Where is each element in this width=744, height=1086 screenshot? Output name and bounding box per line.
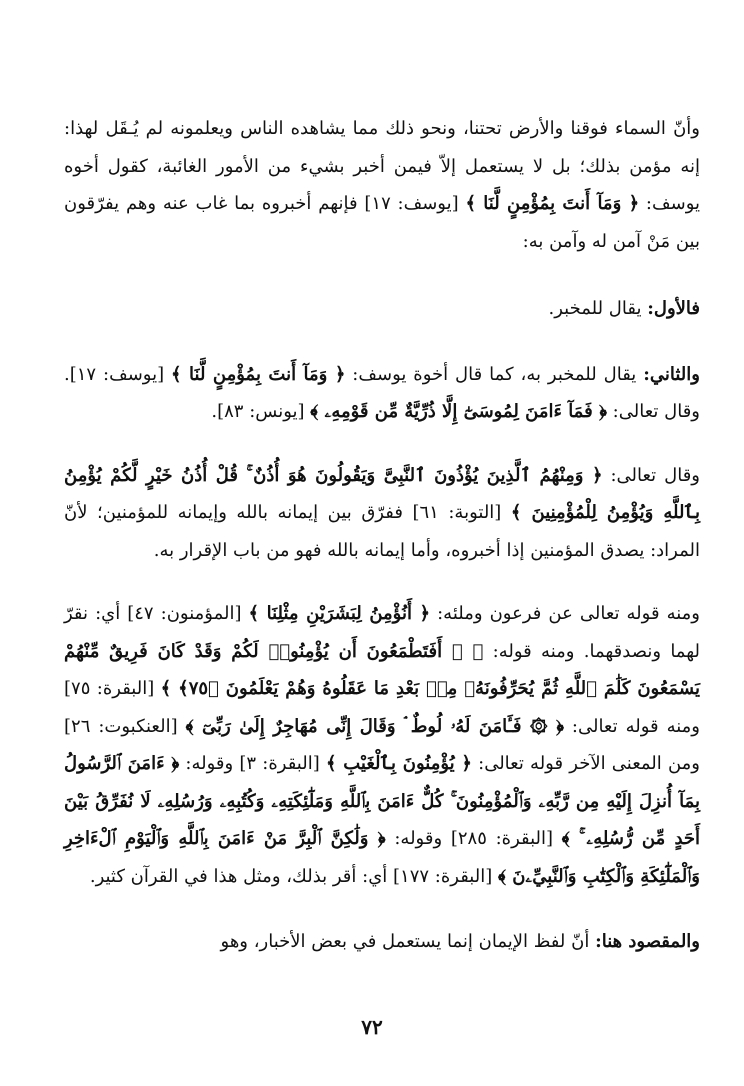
body-text: أنّ لفظ الإيمان إنما يستعمل في بعض الأخبار، وهو [220, 931, 596, 952]
lead-term: والثاني: [643, 363, 700, 385]
quran-verse: ﴿ وَلَٰكِنَّ ٱلْبِرَّ مَنْ ءَامَنَ بِٱللَّهِ وَٱلْيَوْمِ ٱلْءَاخِرِ وَٱلْمَلَٰٓئِكَةِ وَٱلْكِتَٰبِ وَٱلنَّبِيِّۦنَ ﴾ [64, 828, 700, 887]
body-text: ومنه قوله تعالى عن فرعون وملئه: [430, 603, 700, 624]
body-text: [العنكبوت: ٢٦] ومن المعنى الآخر قوله تعالى: [64, 715, 700, 774]
paragraph-2 [64, 290, 700, 328]
paragraph-3 [64, 356, 700, 431]
body-text: يقال للمخبر به، كما قال أخوة يوسف: [345, 363, 644, 385]
body-text: وقال تعالى: [602, 464, 700, 486]
body-text: [البقرة: ١٧٧] أي: أقر بذلك، ومثل هذا في القرآن كثير. [89, 865, 498, 887]
lead-term: فالأول: [647, 298, 700, 319]
body-text: [البقرة: ٧٥] ومنه قوله تعالى: [64, 678, 700, 737]
paragraph-5 [64, 595, 700, 895]
paragraph-6 [64, 923, 700, 961]
quran-verse: ﴿ ءَامَنَ ٱلرَّسُولُ بِمَآ أُنزِلَ إِلَيْهِ مِن رَّبِّهِۦ وَٱلْمُؤْمِنُونَ ۚ كُلٌّ ءَامَنَ بِٱللَّهِ وَمَلَٰٓئِكَتِهِۦ وَكُتُبِهِۦ وَرُسُلِهِۦ لَا نُفَرِّقُ بَيْنَ أَحَدٍ مِّن رُّسُلِهِۦ ۚ ﴾ [64, 753, 701, 849]
quran-verse: ﴿ فَمَآ ءَامَنَ لِمُوسَىٰٓ إِلَّا ذُرِّيَّةٌ مِّن قَوْمِهِۦ ﴾ [310, 401, 607, 422]
body-text: [يوسف: ١٧] فإنهم أخبروه بما غاب عنه وهم يفرّقون بين مَنْ آمن له وآمن به: [64, 193, 700, 252]
body-text: [يونس: ٨٣]. [211, 401, 311, 422]
body-text: [التوبة: ٦١] ففرّق بين إيمانه بالله وإيمانه للمؤمنين؛ لأنّ المراد: يصدق المؤمنين إذا أخبروه، وأما إيمانه بالله فهو من باب الإقرار به. [64, 502, 700, 561]
paragraph-4 [64, 457, 700, 570]
quran-verse: ﴿ وَمَآ أَنتَ بِمُؤْمِنٍ لَّنَا ﴾ [465, 193, 640, 214]
lead-term: والمقصود هنا: [595, 931, 700, 952]
body-text: [البقرة: ٢٨٥] وقوله: [385, 828, 562, 849]
body-text: [المؤمنون: ٤٧] أي: نقرّ لهما ونصدقهما. ومنه قوله: [64, 603, 700, 662]
quran-verse: ﴿ ۞ أَفَتَطْمَعُونَ أَن يُؤْمِنُوا۟ لَكُمْ وَقَدْ كَانَ فَرِيقٌ مِّنْهُمْ يَسْمَعُونَ كَلَٰمَ ٱللَّهِ ثُمَّ يُحَرِّفُونَهُۥ مِنۢ بَعْدِ مَا عَقَلُوهُ وَهُمْ يَعْلَمُونَ ﴿٧٥﴾ ﴾ [64, 640, 701, 699]
quran-verse: ﴿ ۞ فَـَٔامَنَ لَهُۥ لُوطٌ ۘ وَقَالَ إِنِّى مُهَاجِرٌ إِلَىٰ رَبِّىٓ ﴾ [185, 715, 564, 737]
text-column [64, 110, 700, 961]
body-text: [يوسف: ١٧]. وقال تعالى: [64, 363, 700, 422]
quran-verse: ﴿ وَمِنْهُمُ ٱلَّذِينَ يُؤْذُونَ ٱلنَّبِىَّ وَيَقُولُونَ هُوَ أُذُنٌ ۚ قُلْ أُذُنُ خَيْرٍ لَّكُمْ يُؤْمِنُ بِٱللَّهِ وَيُؤْمِنُ لِلْمُؤْمِنِينَ ﴾ [64, 464, 700, 523]
paragraph-1 [64, 110, 700, 260]
page-number: ٧٢ [361, 1015, 383, 1039]
quran-verse: ﴿ وَمَآ أَنتَ بِمُؤْمِنٍ لَّنَا ﴾ [171, 363, 346, 385]
body-text: [البقرة: ٣] وقوله: [179, 753, 326, 774]
quran-verse: ﴿ يُؤْمِنُونَ بِٱلْغَيْبِ ﴾ [325, 753, 472, 774]
body-text: وأنّ السماء فوقنا والأرض تحتنا، ونحو ذلك مما يشاهده الناس ويعلمونه لم يُـقَل لهذا: إنه مؤمن بذلك؛ بل لا يستعمل إلاّ فيمن أخبر بشيء من الأمور الغائبة، كقول أخوه يوسف: [64, 118, 701, 214]
quran-verse: ﴿ أَنُؤْمِنُ لِبَشَرَيْنِ مِثْلِنَا ﴾ [248, 603, 431, 624]
body-text: يقال للمخبر. [548, 298, 648, 319]
